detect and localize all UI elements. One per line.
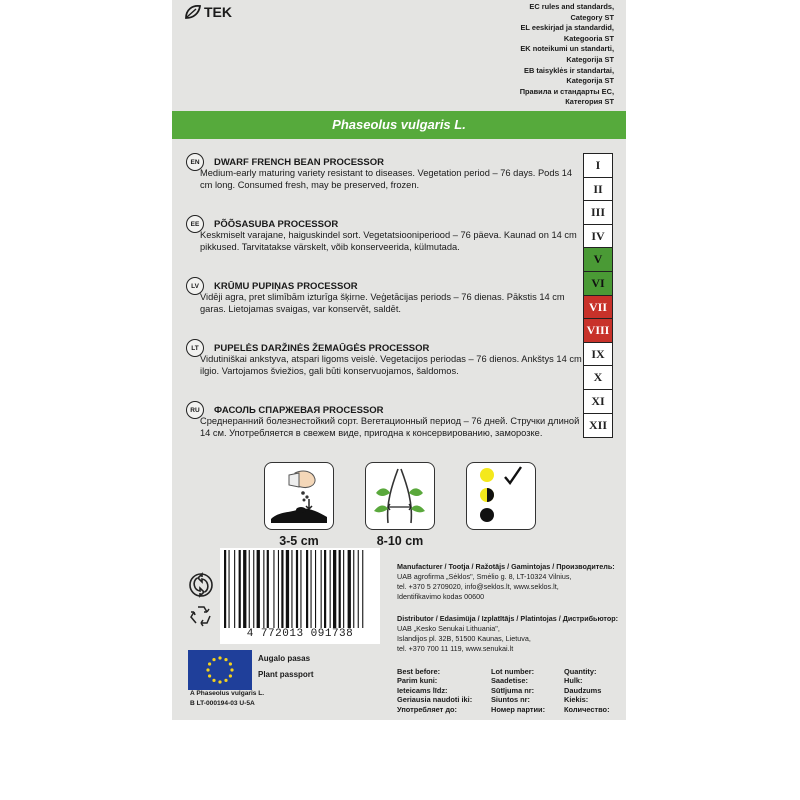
section-desc-lv: Vidēji agra, pret slimībām izturīga šķirne. Veģetācijas periods – 76 dienas. Pākstis 14 cm garas. Lietojamas svaigas, var konservēt, saldēt. [200, 292, 565, 314]
plant-passport-label: Augalo pasas [258, 654, 311, 663]
month-cell: IX [584, 343, 612, 367]
ec-standards-line: EC rules and standards, [529, 2, 614, 11]
ec-standards-line: Category ST [570, 12, 614, 22]
ec-standards-line: EK noteikumi un standarti, [520, 44, 614, 54]
plant-spacing-icon [365, 462, 435, 530]
ec-standards-line: Kategorija ST [566, 76, 614, 86]
manufacturer-line: UAB agrofirma „Sėklos", Smėlio g. 8, LT-10324 Vilnius, [397, 572, 572, 581]
section-title-en: DWARF FRENCH BEAN PROCESSOR [214, 157, 384, 168]
green-dot-icon [188, 572, 214, 598]
ec-standards-line: Правила и стандарты ЕС, [519, 86, 614, 96]
best-before-label: Parim kuni: [397, 676, 438, 686]
manufacturer-line: Identifikavimo kodas 00600 [397, 592, 485, 601]
ec-standards-line: EL eeskirjad ja standardid, [520, 23, 614, 33]
lot-number-labels [491, 667, 545, 714]
ec-standards-line: Kategooria ST [563, 33, 614, 43]
brand-logo [184, 4, 232, 20]
section-desc-en: Medium-early maturing variety resistant to diseases. Vegetation period – 76 days. Pods 14 cm long. Consumed fresh, may be preserved, frozen. [200, 168, 573, 190]
month-cell: VII [584, 296, 612, 320]
quantity-label: Количество: [564, 704, 610, 714]
manufacturer-info [397, 562, 615, 602]
lang-badge-lv: LV [186, 277, 204, 295]
manufacturer-title: Manufacturer / Tootja / Ražotājs / Gamintojas / Производитель: [397, 562, 615, 571]
recycle-icon [188, 604, 214, 628]
quantity-labels [564, 667, 610, 714]
section-title-lv: KRŪMU PUPIŅAS PROCESSOR [214, 281, 358, 292]
lang-badge-ee: EE [186, 215, 204, 233]
ec-standards-line: Категория ST [565, 97, 614, 107]
distributor-title: Distributor / Edasimüja / Izplatītājs / Platintojas / Дистрибьютор: [397, 614, 619, 623]
brand-name: TEK [204, 4, 232, 20]
distributor-info [397, 614, 618, 654]
eu-flag-icon [188, 650, 252, 690]
section-desc-ru: Среднеранний болезнестойкий сорт. Вегетационный период – 76 дней. Стручки длиной 14 см. Употребляется в свежем виде, пригодна к консервированию, заморозке. [200, 416, 580, 438]
month-cell: V [584, 248, 612, 272]
distributor-line: UAB „Kesko Senukai Lithuania", [397, 624, 500, 633]
section-title-ee: PÕÕSASUBA PROCESSOR [214, 219, 339, 230]
sunlight-icon [466, 462, 536, 530]
leaf-logo-icon [184, 4, 202, 20]
lot-number-label: Номер партии: [491, 704, 546, 714]
sowing-calendar [583, 153, 613, 438]
best-before-label: Ieteicams līdz: [397, 685, 448, 695]
month-cell: I [584, 154, 612, 178]
section-desc-ee: Keskmiselt varajane, haiguskindel sort. Vegetatsiooniperiood – 76 päeva. Kaunad on 14 cm pikkused. Tarvitatakse värskelt, võib konserveerida, külmutada. [200, 230, 577, 252]
latin-name: Phaseolus vulgaris L. [332, 117, 466, 132]
month-cell: XI [584, 390, 612, 414]
quantity-label: Kiekis: [564, 695, 589, 705]
month-cell: VIII [584, 319, 612, 343]
seed-packet-back [172, 0, 626, 720]
barcode-digits: 4 772013 091738 [220, 628, 380, 640]
plant-passport-label: Plant passport [258, 670, 314, 679]
plant-passport-code: B LT-000194-03 U-5A [190, 700, 255, 707]
sowing-depth: 3-5 cm [279, 534, 319, 548]
lot-number-label: Sūtījuma nr: [491, 685, 535, 695]
section-title-lt: PUPELĖS DARŽINĖS ŽEMAŪGĖS PROCESSOR [214, 343, 430, 354]
quantity-label: Daudzums [564, 685, 602, 695]
best-before-label: Geriausia naudoti iki: [397, 695, 473, 705]
month-cell: X [584, 366, 612, 390]
best-before-label: Best before: [397, 667, 441, 676]
month-cell: III [584, 201, 612, 225]
section-desc-lt: Vidutiniškai ankstyva, atspari ligoms veislė. Vegetacijos periodas – 76 dienos. Ankštys 14 cm ilgio. Vartojamos šviežios, gali būti konservuojamos, šaldomos. [200, 354, 582, 376]
lot-number-label: Lot number: [491, 667, 535, 676]
plant-spacing: 8-10 cm [376, 534, 424, 548]
month-cell: VI [584, 272, 612, 296]
ec-standards-line: EB taisyklės ir standartai, [524, 65, 614, 75]
manufacturer-line: tel. +370 5 2709020, info@seklos.lt, www.seklos.lt, [397, 582, 559, 591]
section-title-ru: ФАСОЛЬ СПАРЖЕВАЯ PROCESSOR [214, 405, 384, 416]
ec-standards-line: Kategorija ST [566, 54, 614, 64]
lang-badge-lt: LT [186, 339, 204, 357]
best-before-label: Употребляет до: [397, 704, 457, 714]
best-before-labels [397, 667, 472, 714]
month-cell: IV [584, 225, 612, 249]
distributor-line: tel. +370 700 11 119, www.senukai.lt [397, 644, 514, 653]
lang-badge-ru: RU [186, 401, 204, 419]
lot-number-label: Saadetise: [491, 676, 528, 686]
month-cell: II [584, 178, 612, 202]
quantity-label: Quantity: [564, 667, 597, 676]
distributor-line: Islandijos pl. 32B, 51500 Kaunas, Lietuva, [397, 634, 531, 643]
quantity-label: Hulk: [564, 676, 583, 686]
month-cell: XII [584, 414, 612, 438]
lot-number-label: Siuntos nr: [491, 695, 531, 705]
sowing-hand-icon [264, 462, 334, 530]
lang-badge-en: EN [186, 153, 204, 171]
plant-passport-code: A Phaseolus vulgaris L. [190, 690, 265, 697]
ec-standards [474, 2, 614, 108]
